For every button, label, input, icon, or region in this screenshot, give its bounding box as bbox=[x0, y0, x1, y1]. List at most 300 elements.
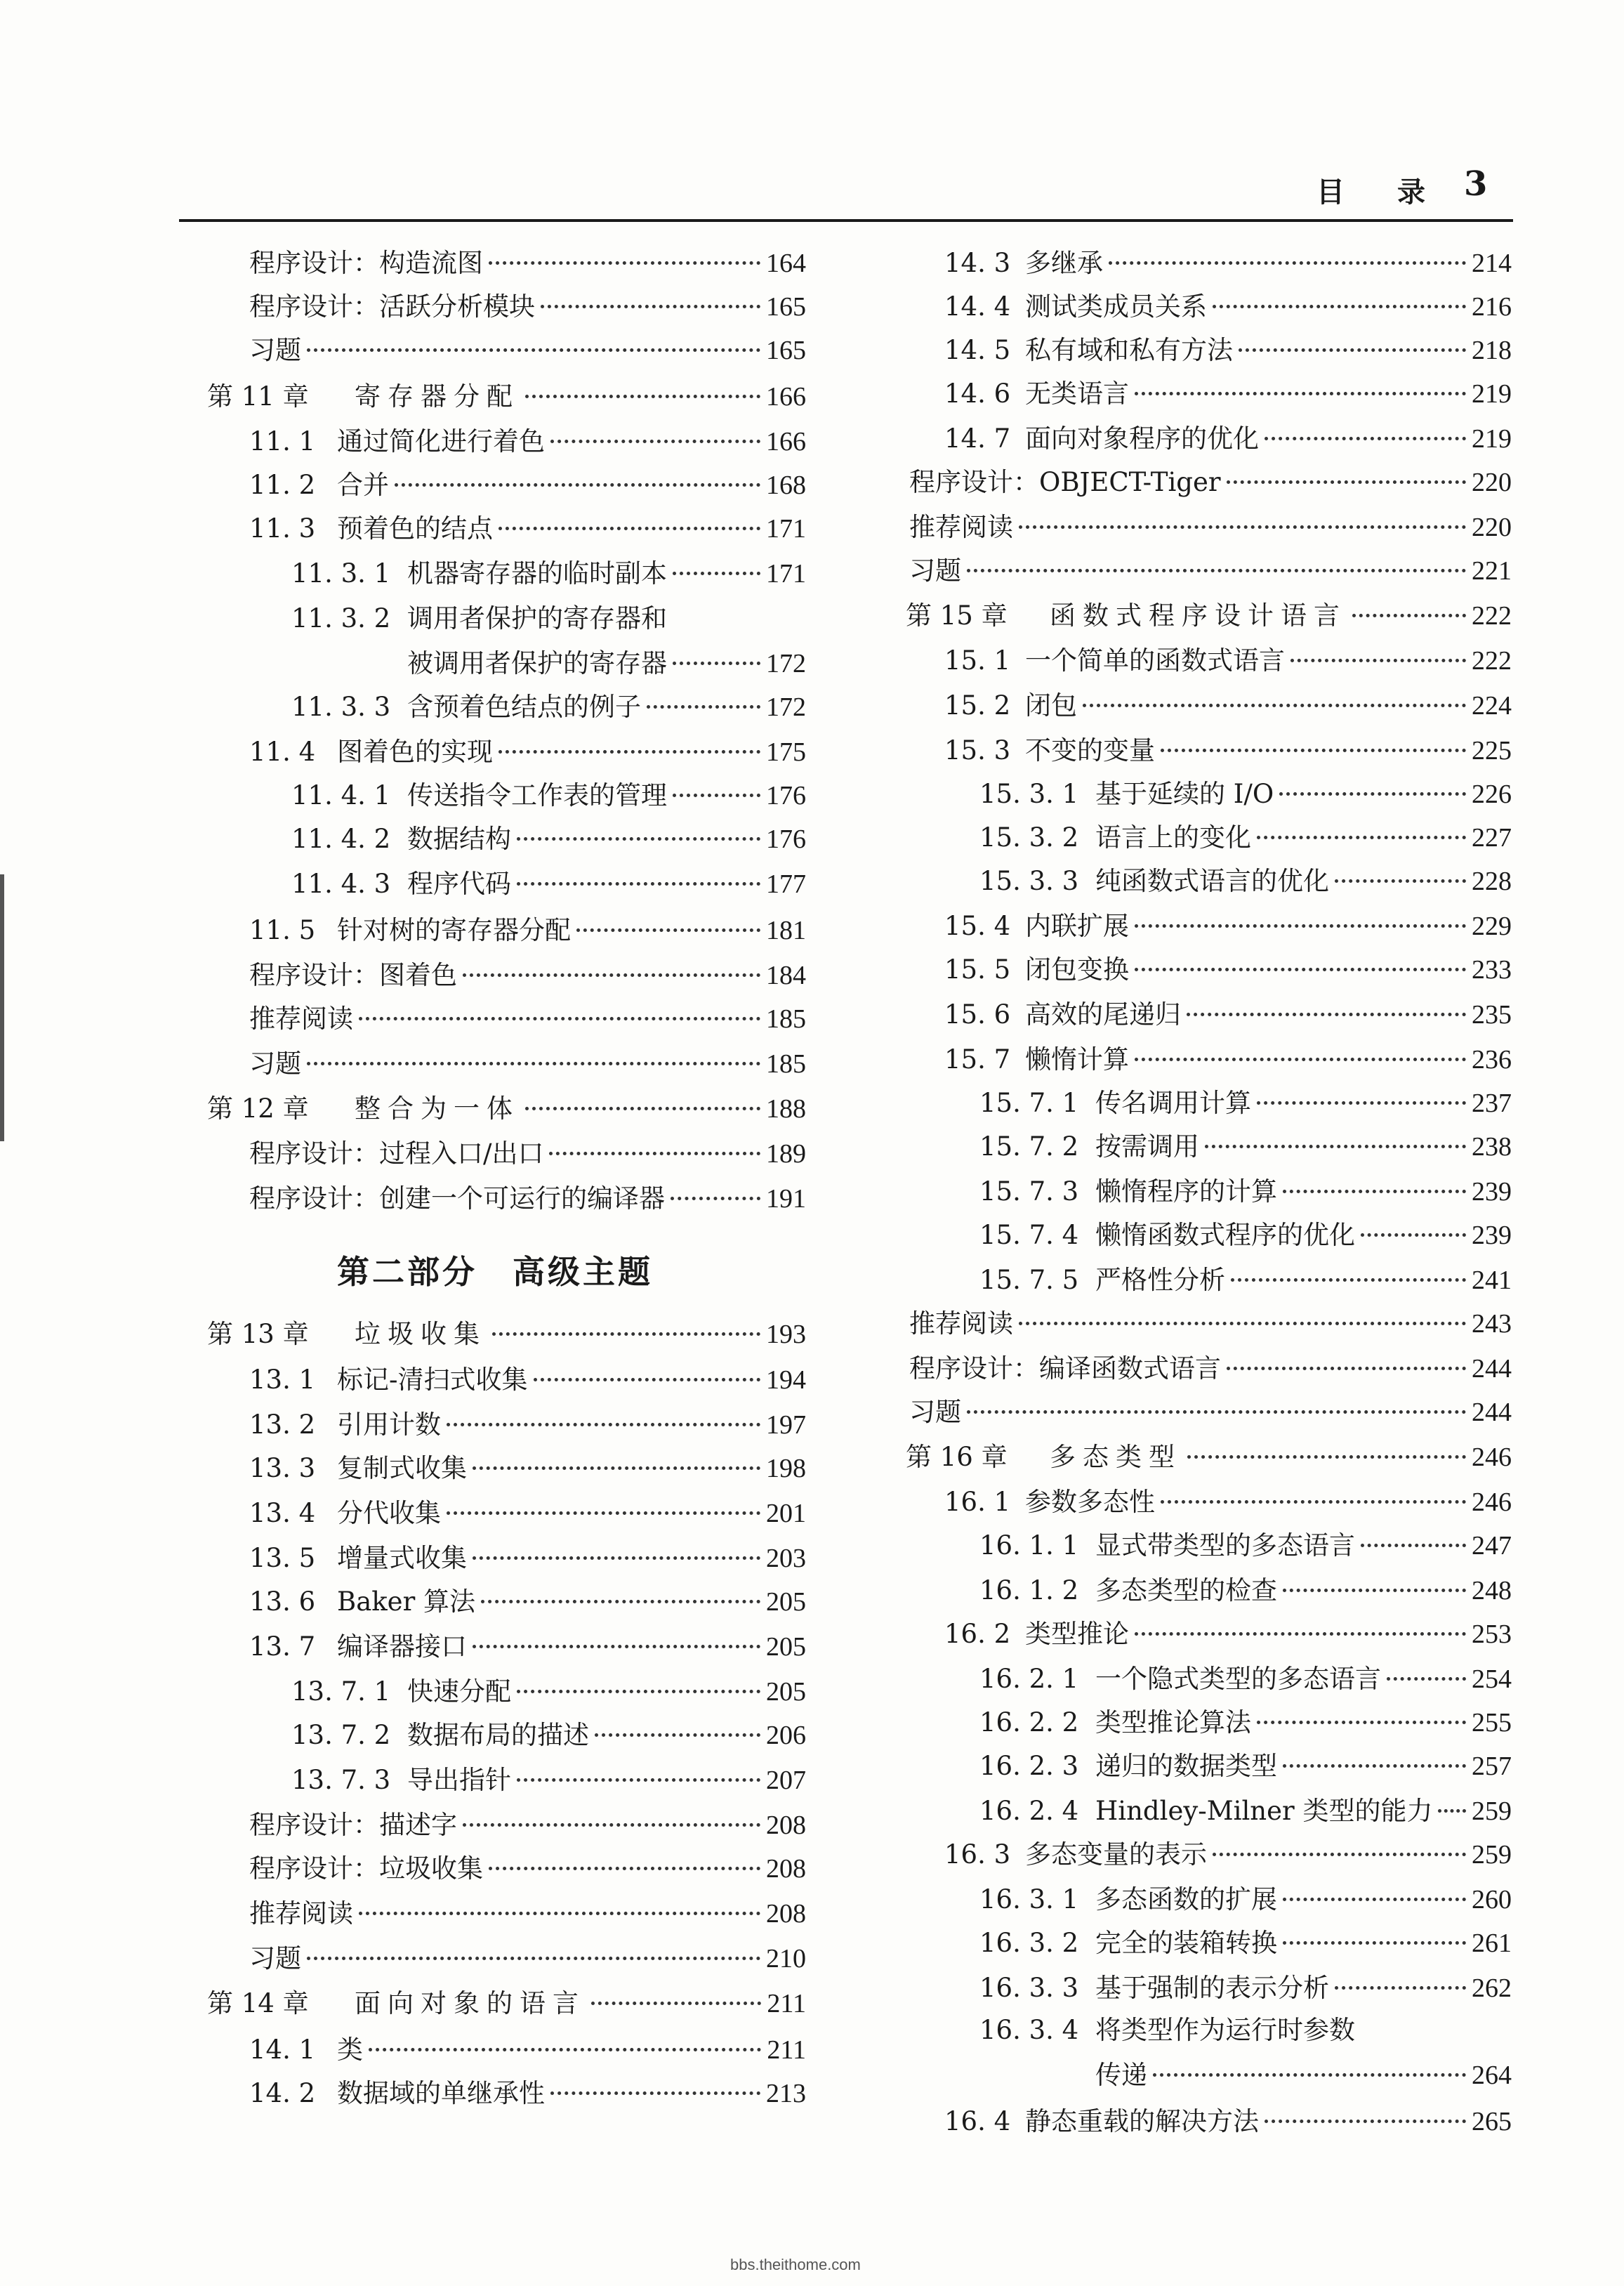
toc-entry-title: 含预着色结点的例子 bbox=[407, 692, 641, 722]
dot-leader bbox=[1153, 2073, 1466, 2077]
dot-leader bbox=[1135, 1632, 1466, 1636]
toc-entry-page: 211 bbox=[767, 1989, 806, 2018]
toc-entry-number: 11. 3. 2 bbox=[291, 603, 391, 633]
dot-leader bbox=[647, 705, 760, 709]
toc-entry bbox=[249, 1136, 806, 1171]
toc-entry-title: 通过简化进行着色 bbox=[337, 426, 545, 456]
toc-entry bbox=[1095, 2058, 1512, 2093]
toc-entry bbox=[979, 1263, 1512, 1298]
dot-leader bbox=[1135, 968, 1466, 971]
toc-entry bbox=[249, 958, 806, 993]
toc-entry-page: 247 bbox=[1472, 1531, 1512, 1561]
toc-entry-title: 针对树的寄存器分配 bbox=[337, 915, 571, 945]
toc-entry-page: 221 bbox=[1472, 556, 1512, 586]
toc-entry bbox=[979, 1705, 1512, 1740]
dot-leader bbox=[359, 1017, 760, 1020]
dot-leader bbox=[1161, 749, 1466, 752]
toc-entry bbox=[407, 646, 806, 681]
toc-entry-page: 246 bbox=[1472, 1443, 1512, 1472]
toc-entry-number: 16. 4 bbox=[944, 2106, 1011, 2136]
toc-entry-title: 传送指令工作表的管理 bbox=[407, 780, 667, 810]
toc-entry bbox=[944, 1485, 1512, 1520]
toc-entry-page: 193 bbox=[766, 1320, 806, 1349]
toc-entry bbox=[249, 1046, 806, 1082]
toc-entry-page: 254 bbox=[1472, 1664, 1512, 1694]
toc-entry-page: 184 bbox=[766, 961, 806, 990]
toc-entry-page: 246 bbox=[1472, 1487, 1512, 1517]
dot-leader bbox=[307, 1062, 760, 1065]
toc-entry-title: 程序设计：OBJECT-Tiger bbox=[909, 467, 1221, 497]
dot-leader bbox=[1283, 1190, 1466, 1193]
toc-entry-number: 11. 3. 1 bbox=[291, 558, 391, 589]
dot-leader bbox=[499, 527, 760, 530]
scan-edge-mark bbox=[0, 874, 4, 1141]
toc-entry-number: 14. 4 bbox=[944, 291, 1011, 322]
toc-entry-title: 纯函数式语言的优化 bbox=[1095, 866, 1329, 896]
dot-leader bbox=[1227, 1367, 1466, 1370]
dot-leader bbox=[1265, 437, 1466, 440]
toc-entry bbox=[249, 1496, 806, 1531]
toc-entry-title: 寄存器分配 bbox=[355, 381, 520, 412]
toc-entry-title: 懒惰计算 bbox=[1025, 1044, 1129, 1075]
toc-chapter-entry bbox=[207, 1091, 806, 1126]
toc-entry-page: 194 bbox=[766, 1365, 806, 1395]
dot-leader bbox=[369, 2048, 761, 2051]
toc-entry-page: 236 bbox=[1472, 1045, 1512, 1075]
dot-leader bbox=[1135, 1058, 1466, 1061]
toc-chapter-entry bbox=[207, 1986, 806, 2021]
toc-entry bbox=[291, 690, 806, 725]
dot-leader bbox=[1083, 704, 1466, 707]
toc-entry bbox=[249, 1808, 806, 1843]
toc-entry-title: 无类语言 bbox=[1025, 379, 1129, 409]
toc-entry bbox=[909, 1306, 1512, 1341]
toc-entry bbox=[979, 1086, 1512, 1121]
toc-entry bbox=[944, 733, 1512, 768]
toc-entry-number: 13. 7. 2 bbox=[291, 1720, 391, 1750]
toc-entry-number: 14. 3 bbox=[944, 248, 1011, 278]
toc-entry-page: 260 bbox=[1472, 1885, 1512, 1914]
dot-leader bbox=[499, 750, 760, 754]
toc-entry-number: 16. 2. 3 bbox=[979, 1751, 1079, 1781]
dot-leader bbox=[1213, 1853, 1466, 1856]
part-heading: 第二部分 高级主题 bbox=[337, 1253, 653, 1291]
toc-entry-number: 15. 1 bbox=[944, 645, 1011, 676]
toc-entry-number: 16. 1 bbox=[944, 1487, 1011, 1517]
toc-entry-page: 208 bbox=[766, 1811, 806, 1840]
toc-entry-number: 11. 4. 2 bbox=[291, 824, 391, 854]
toc-entry-number: 13. 6 bbox=[249, 1587, 316, 1617]
toc-entry-title: 程序设计：图着色 bbox=[249, 960, 457, 990]
toc-entry-title: 不变的变量 bbox=[1025, 735, 1155, 766]
toc-entry-page: 226 bbox=[1472, 780, 1512, 809]
dot-leader bbox=[967, 1410, 1466, 1414]
dot-leader bbox=[473, 1556, 760, 1560]
toc-entry-title: 完全的装箱转换 bbox=[1095, 1928, 1277, 1958]
toc-entry-number: 15. 2 bbox=[944, 690, 1011, 721]
dot-leader bbox=[576, 928, 760, 932]
toc-entry-title: 类型推论 bbox=[1025, 1619, 1129, 1649]
dot-leader bbox=[550, 440, 760, 443]
dot-leader bbox=[307, 348, 760, 352]
toc-entry-page: 205 bbox=[766, 1677, 806, 1707]
toc-entry-title: 快速分配 bbox=[407, 1676, 511, 1707]
toc-entry bbox=[249, 1896, 806, 1931]
toc-entry-title: 程序设计：编译函数式语言 bbox=[909, 1353, 1221, 1384]
toc-entry bbox=[249, 2076, 806, 2111]
toc-entry-title: 数据域的单继承性 bbox=[337, 2078, 545, 2108]
toc-entry-page: 239 bbox=[1472, 1221, 1512, 1250]
toc-entry bbox=[979, 1528, 1512, 1563]
dot-leader bbox=[1352, 614, 1466, 617]
toc-entry-title: 传递 bbox=[1095, 2060, 1147, 2090]
toc-entry bbox=[944, 1042, 1512, 1077]
dot-leader bbox=[1213, 305, 1466, 308]
dot-leader bbox=[481, 1600, 760, 1603]
toc-entry-page: 265 bbox=[1472, 2107, 1512, 2136]
dot-leader bbox=[1283, 1941, 1466, 1945]
toc-entry bbox=[249, 424, 806, 459]
toc-chapter-entry bbox=[906, 1440, 1512, 1475]
dot-leader bbox=[463, 973, 760, 977]
toc-entry-page: 235 bbox=[1472, 1000, 1512, 1030]
toc-entry bbox=[979, 1573, 1512, 1608]
toc-entry-title: 按需调用 bbox=[1095, 1131, 1199, 1162]
toc-entry-number: 16. 1. 2 bbox=[979, 1575, 1079, 1605]
toc-entry-title: 程序设计：活跃分析模块 bbox=[249, 291, 535, 322]
dot-leader bbox=[473, 1466, 760, 1470]
toc-entry-page: 189 bbox=[766, 1139, 806, 1169]
toc-entry bbox=[909, 553, 1512, 589]
toc-entry bbox=[944, 643, 1512, 678]
toc-entry-title: 显式带类型的多态语言 bbox=[1095, 1530, 1355, 1561]
toc-entry-title: 程序设计：构造流图 bbox=[249, 248, 483, 278]
dot-leader bbox=[673, 572, 760, 575]
toc-entry-page: 214 bbox=[1472, 249, 1512, 278]
toc-chapter-entry bbox=[906, 598, 1512, 633]
dot-leader bbox=[1265, 2120, 1466, 2123]
toc-entry bbox=[944, 333, 1512, 368]
toc-entry bbox=[944, 1837, 1512, 1872]
toc-entry bbox=[909, 510, 1512, 545]
toc-entry-title: 预着色的结点 bbox=[337, 513, 493, 544]
toc-entry bbox=[249, 468, 806, 503]
dot-leader bbox=[595, 1733, 760, 1737]
dot-leader bbox=[549, 1152, 760, 1155]
toc-entry-page: 210 bbox=[766, 1944, 806, 1973]
toc-entry-page: 241 bbox=[1472, 1266, 1512, 1295]
toc-entry-page: 261 bbox=[1472, 1929, 1512, 1958]
toc-entry-title: 推荐阅读 bbox=[249, 1898, 353, 1929]
dot-leader bbox=[673, 662, 760, 665]
toc-entry bbox=[249, 1451, 806, 1486]
toc-entry-page: 164 bbox=[766, 249, 806, 278]
toc-entry-title: 类型推论算法 bbox=[1095, 1707, 1251, 1738]
toc-entry-number: 11. 2 bbox=[249, 470, 316, 500]
toc-entry-page: 205 bbox=[766, 1632, 806, 1662]
toc-entry-number: 13. 7. 1 bbox=[291, 1676, 391, 1707]
toc-entry bbox=[291, 1674, 806, 1709]
toc-entry-number: 13. 2 bbox=[249, 1410, 316, 1440]
toc-entry-title: 推荐阅读 bbox=[909, 1308, 1013, 1339]
toc-entry bbox=[249, 1629, 806, 1664]
toc-entry bbox=[249, 1584, 806, 1620]
toc-entry-page: 205 bbox=[766, 1587, 806, 1617]
toc-entry-number: 15. 7. 2 bbox=[979, 1131, 1079, 1162]
toc-entry-title: 标记-清扫式收集 bbox=[337, 1365, 528, 1395]
toc-entry-number: 15. 3. 1 bbox=[979, 779, 1079, 809]
toc-entry bbox=[979, 1129, 1512, 1164]
toc-entry-number: 15. 3 bbox=[944, 735, 1011, 766]
toc-entry-title: 语言上的变化 bbox=[1095, 822, 1251, 853]
toc-entry-page: 191 bbox=[766, 1184, 806, 1214]
dot-leader bbox=[591, 2002, 761, 2005]
dot-leader bbox=[671, 1197, 760, 1200]
toc-entry bbox=[944, 421, 1512, 456]
dot-leader bbox=[1205, 1145, 1466, 1148]
toc-entry-number: 11. 4 bbox=[249, 737, 316, 767]
footer-watermark: bbs.theithome.com bbox=[730, 2256, 861, 2273]
dot-leader bbox=[1361, 1544, 1466, 1547]
toc-entry bbox=[979, 777, 1512, 812]
toc-entry-number: 14. 7 bbox=[944, 423, 1011, 454]
toc-entry bbox=[979, 864, 1512, 899]
toc-entry-page: 207 bbox=[766, 1766, 806, 1795]
toc-entry-number: 16. 2. 4 bbox=[979, 1796, 1079, 1826]
dot-leader bbox=[525, 1107, 760, 1110]
toc-entry-title: 分代收集 bbox=[337, 1498, 441, 1528]
toc-entry bbox=[291, 1718, 806, 1753]
toc-entry-title: 高效的尾递归 bbox=[1025, 999, 1181, 1030]
toc-entry-title: 程序代码 bbox=[407, 869, 511, 899]
toc-entry-page: 198 bbox=[766, 1454, 806, 1483]
toc-entry-title: 多态类型的检查 bbox=[1095, 1575, 1277, 1605]
toc-entry-title: 机器寄存器的临时副本 bbox=[407, 558, 667, 589]
toc-entry-number: 11. 3 bbox=[249, 513, 316, 544]
toc-entry-number: 第 16 章 bbox=[906, 1442, 1008, 1472]
dot-leader bbox=[395, 483, 760, 487]
toc-entry-number: 第 15 章 bbox=[906, 600, 1008, 631]
toc-entry-title: 静态重载的解决方法 bbox=[1025, 2106, 1259, 2136]
toc-entry-title: 程序设计：描述字 bbox=[249, 1810, 457, 1840]
toc-entry-number: 16. 3. 4 bbox=[979, 2015, 1079, 2045]
toc-entry-page: 259 bbox=[1472, 1840, 1512, 1870]
toc-entry bbox=[249, 2032, 806, 2068]
toc-entry-title: 私有域和私有方法 bbox=[1025, 335, 1233, 365]
toc-entry-page: 244 bbox=[1472, 1354, 1512, 1384]
toc-entry-page: 206 bbox=[766, 1721, 806, 1750]
toc-entry-number: 15. 7. 1 bbox=[979, 1088, 1079, 1118]
toc-entry bbox=[249, 1407, 806, 1443]
toc-entry bbox=[249, 511, 806, 546]
dot-leader bbox=[1187, 1013, 1466, 1016]
toc-entry-page: 239 bbox=[1472, 1177, 1512, 1207]
toc-entry-title: 推荐阅读 bbox=[909, 512, 1013, 542]
toc-entry-page: 172 bbox=[766, 692, 806, 722]
toc-entry-page: 229 bbox=[1472, 912, 1512, 941]
toc-entry-number: 第 14 章 bbox=[207, 1988, 309, 2018]
dot-leader bbox=[541, 305, 760, 308]
toc-entry-page: 208 bbox=[766, 1899, 806, 1929]
toc-entry bbox=[291, 556, 806, 591]
dot-leader bbox=[1239, 348, 1466, 352]
toc-entry-title: 内联扩展 bbox=[1025, 911, 1129, 941]
toc-entry-number: 15. 3. 3 bbox=[979, 866, 1079, 896]
toc-entry-page: 166 bbox=[766, 382, 806, 412]
dot-leader bbox=[447, 1423, 760, 1426]
page-header bbox=[179, 162, 1513, 218]
toc-entry-number: 14. 5 bbox=[944, 335, 1011, 365]
toc-entry-title: 程序设计：过程入口/出口 bbox=[249, 1138, 544, 1169]
toc-entry-title: 类 bbox=[337, 2035, 363, 2065]
toc-entry-title: 数据结构 bbox=[407, 824, 511, 854]
toc-entry-page: 244 bbox=[1472, 1398, 1512, 1427]
dot-leader bbox=[517, 837, 760, 841]
toc-entry-title: 编译器接口 bbox=[337, 1631, 467, 1662]
dot-leader bbox=[1279, 792, 1466, 796]
dot-leader bbox=[1387, 1677, 1466, 1681]
toc-entry-title: 合并 bbox=[337, 470, 389, 500]
toc-entry-title: 推荐阅读 bbox=[249, 1004, 353, 1034]
toc-entry-number: 16. 3 bbox=[944, 1839, 1011, 1870]
dot-leader bbox=[1290, 659, 1466, 662]
toc-entry bbox=[249, 246, 806, 281]
header-label-1: 目 bbox=[1316, 176, 1345, 209]
toc-entry bbox=[979, 1218, 1512, 1253]
toc-entry bbox=[291, 1763, 806, 1798]
toc-entry-number: 16. 1. 1 bbox=[979, 1530, 1079, 1561]
dot-leader bbox=[489, 261, 760, 265]
toc-entry-title: 函数式程序设计语言 bbox=[1050, 600, 1347, 631]
dot-leader bbox=[1361, 1233, 1466, 1237]
toc-entry bbox=[944, 1617, 1512, 1652]
toc-chapter-entry bbox=[207, 379, 806, 414]
toc-entry-title: 懒惰函数式程序的优化 bbox=[1095, 1220, 1355, 1250]
toc-entry-title: 多态类型 bbox=[1050, 1442, 1182, 1472]
toc-entry-page: 233 bbox=[1472, 955, 1512, 985]
toc-entry-page: 201 bbox=[766, 1499, 806, 1528]
toc-entry-number: 16. 3. 3 bbox=[979, 1973, 1079, 2003]
toc-entry-page: 228 bbox=[1472, 867, 1512, 896]
toc-entry-number: 13. 1 bbox=[249, 1365, 316, 1395]
toc-entry bbox=[249, 1362, 806, 1398]
toc-entry bbox=[944, 952, 1512, 987]
toc-entry-title: 一个简单的函数式语言 bbox=[1025, 645, 1285, 676]
toc-entry-title: 参数多态性 bbox=[1025, 1487, 1155, 1517]
dot-leader bbox=[534, 1378, 760, 1381]
toc-entry-title: 测试类成员关系 bbox=[1025, 291, 1207, 322]
toc-entry-page: 227 bbox=[1472, 823, 1512, 853]
toc-entry-page: 219 bbox=[1472, 424, 1512, 454]
dot-leader bbox=[1283, 1898, 1466, 1901]
toc-entry bbox=[979, 1971, 1512, 2006]
toc-entry-title: 整合为一体 bbox=[355, 1093, 520, 1124]
toc-entry-title: 懒惰程序的计算 bbox=[1095, 1176, 1277, 1207]
toc-entry-number: 13. 4 bbox=[249, 1498, 316, 1528]
toc-entry bbox=[249, 289, 806, 324]
toc-entry bbox=[979, 1926, 1512, 1961]
toc-entry bbox=[249, 735, 806, 770]
toc-entry bbox=[979, 1662, 1512, 1697]
toc-entry-page: 224 bbox=[1472, 691, 1512, 721]
toc-entry bbox=[249, 913, 806, 948]
toc-entry bbox=[291, 822, 806, 857]
dot-leader bbox=[473, 1645, 760, 1648]
toc-entry-page: 259 bbox=[1472, 1796, 1512, 1826]
toc-entry-number: 13. 7 bbox=[249, 1631, 316, 1662]
toc-entry-page: 166 bbox=[766, 427, 806, 456]
toc-entry-number: 14. 6 bbox=[944, 379, 1011, 409]
toc-entry-page: 168 bbox=[766, 471, 806, 500]
toc-entry-number: 16. 3. 2 bbox=[979, 1928, 1079, 1958]
toc-entry-title: Baker 算法 bbox=[337, 1587, 476, 1617]
toc-entry-page: 197 bbox=[766, 1410, 806, 1440]
dot-leader bbox=[1135, 924, 1466, 928]
toc-entry-page: 243 bbox=[1472, 1309, 1512, 1339]
toc-entry bbox=[249, 333, 806, 368]
toc-entry-number: 16. 2. 1 bbox=[979, 1664, 1079, 1694]
toc-entry-page: 257 bbox=[1472, 1752, 1512, 1781]
toc-entry-page: 211 bbox=[767, 2035, 806, 2065]
toc-entry bbox=[979, 1174, 1512, 1209]
toc-entry-number: 15. 3. 2 bbox=[979, 822, 1079, 853]
toc-entry bbox=[291, 867, 806, 902]
toc-entry-page: 171 bbox=[766, 559, 806, 589]
toc-entry-page: 185 bbox=[766, 1049, 806, 1079]
toc-entry-page: 255 bbox=[1472, 1708, 1512, 1738]
dot-leader bbox=[1283, 1764, 1466, 1768]
toc-entry-number: 15. 7. 4 bbox=[979, 1220, 1079, 1250]
toc-entry-title: 面向对象的语言 bbox=[355, 1988, 586, 2018]
toc-entry-page: 188 bbox=[766, 1094, 806, 1124]
dot-leader bbox=[1227, 480, 1466, 484]
toc-entry-page: 219 bbox=[1472, 379, 1512, 409]
toc-entry bbox=[979, 2013, 1512, 2048]
dot-leader bbox=[1283, 1589, 1466, 1592]
toc-entry-title: 多态函数的扩展 bbox=[1095, 1884, 1277, 1914]
toc-entry-number: 15. 5 bbox=[944, 954, 1011, 985]
toc-entry-title: 多态变量的表示 bbox=[1025, 1839, 1207, 1870]
toc-entry-page: 237 bbox=[1472, 1089, 1512, 1118]
toc-entry-page: 203 bbox=[766, 1544, 806, 1573]
toc-entry-title: 图着色的实现 bbox=[337, 737, 493, 767]
toc-entry-title: 闭包 bbox=[1025, 690, 1077, 721]
toc-entry bbox=[909, 1351, 1512, 1386]
toc-entry-page: 213 bbox=[766, 2079, 806, 2108]
dot-leader bbox=[550, 2091, 760, 2095]
toc-entry-number: 11. 4. 1 bbox=[291, 780, 391, 810]
dot-leader bbox=[517, 1690, 760, 1693]
toc-entry-page: 176 bbox=[766, 781, 806, 810]
dot-leader bbox=[1335, 1986, 1466, 1990]
dot-leader bbox=[307, 1957, 760, 1960]
header-page-number: 3 bbox=[1464, 164, 1488, 204]
toc-entry-title: 习题 bbox=[249, 335, 301, 365]
toc-entry-page: 248 bbox=[1472, 1576, 1512, 1605]
toc-entry-page: 165 bbox=[766, 336, 806, 365]
toc-entry bbox=[291, 778, 806, 813]
toc-entry-number: 13. 5 bbox=[249, 1543, 316, 1573]
toc-entry-number: 第 12 章 bbox=[207, 1093, 309, 1124]
dot-leader bbox=[1257, 836, 1466, 839]
toc-entry bbox=[944, 688, 1512, 723]
toc-entry bbox=[979, 1882, 1512, 1917]
dot-leader bbox=[489, 1867, 760, 1870]
toc-entry-title: 引用计数 bbox=[337, 1410, 441, 1440]
dot-leader bbox=[1019, 525, 1466, 529]
toc-entry-title: 传名调用计算 bbox=[1095, 1088, 1251, 1118]
dot-leader bbox=[1161, 1500, 1466, 1504]
